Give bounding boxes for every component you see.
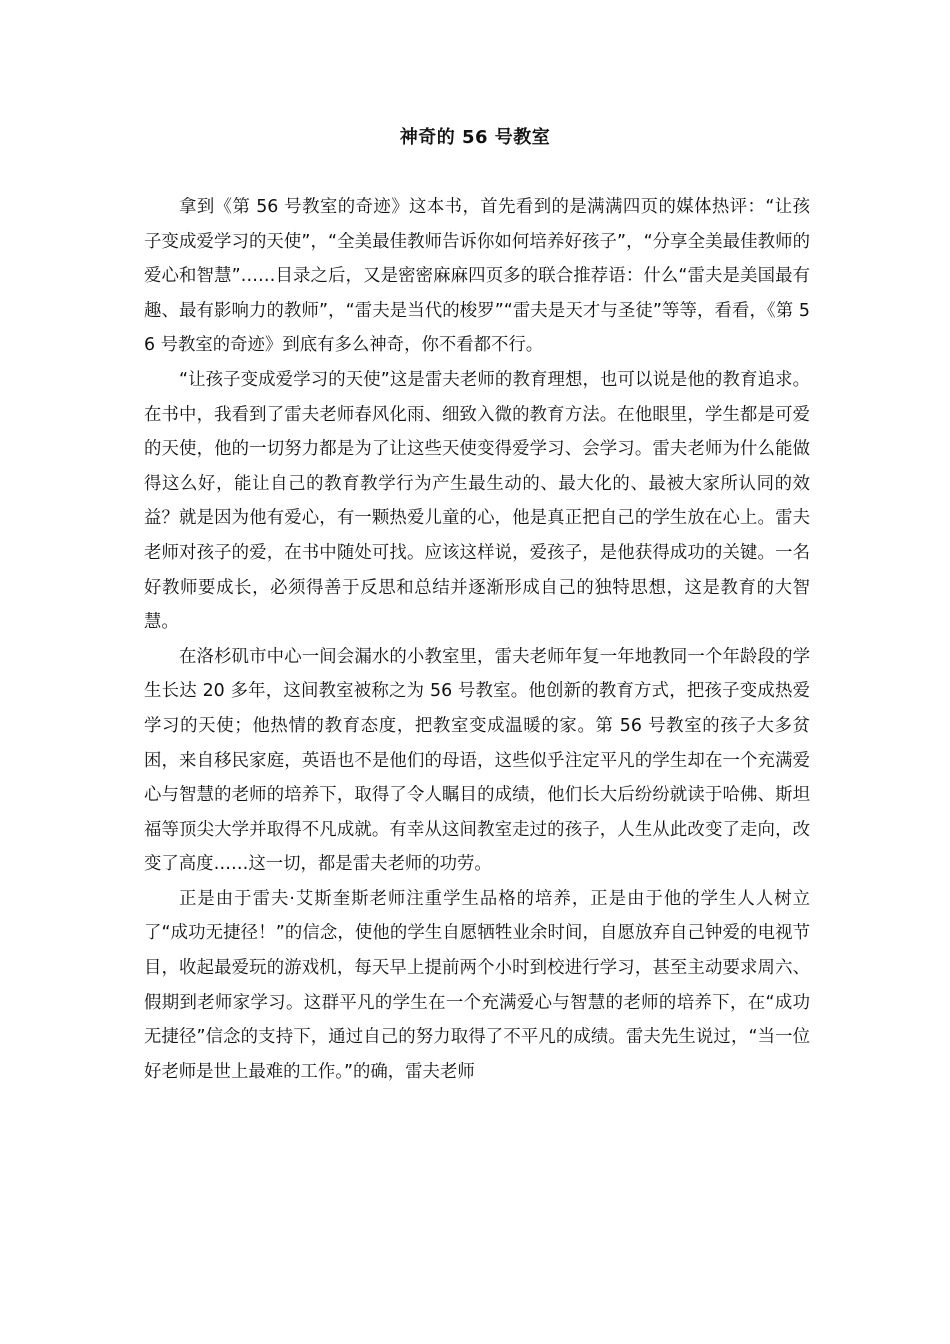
paragraph-2: “让孩子变成爱学习的天使”这是雷夫老师的教育理想，也可以说是他的教育追求。在书中，我看到了雷夫老师春风化雨、细致入微的教育方法。在他眼里，学生都是可爱的天使，他的一切努力都是为了让这些天使变得爱学习、会学习。雷夫老师为什么能做得这么好，能让自己的教育教学行为产生最生动的、最大化的、最被大家所认同的效益？就是因为他有爱心，有一颗热爱儿童的心，他是真正把自己的学生放在心上。雷夫老师对孩子的爱，在书中随处可找。应该这样说，爱孩子，是他获得成功的关键。一名好教师要成长，必须得善于反思和总结并逐渐形成自己的独特思想，这是教育的大智慧。 [144,369,810,633]
paragraph-4: 正是由于雷夫·艾斯奎斯老师注重学生品格的培养，正是由于他的学生人人树立了“成功无捷径！”的信念，使他的学生自愿牺牲业余时间，自愿放弃自己钟爱的电视节目，收起最爱玩的游戏机，每天早上提前两个小时到校进行学习，甚至主动要求周六、假期到老师家学习。这群平凡的学生在一个充满爱心与智慧的老师的培养下，在“成功无捷径”信念的支持下，通过自己的努力取得了不平凡的成绩。雷夫先生说过，“当一位好老师是世上最难的工作。”的确，雷夫老师 [144,888,810,1082]
paragraph-1: 拿到《第 56 号教室的奇迹》这本书，首先看到的是满满四页的媒体热评：“让孩子变成爱学习的天使”，“全美最佳教师告诉你如何培养好孩子”，“分享全美最佳教师的爱心和智慧”……目录之后，又是密密麻麻四页多的联合推荐语：什么“雷夫是美国最有趣、最有影响力的教师”，“雷夫是当代的梭罗”“雷夫是天才与圣徒”等等，看看，《第 56 号教室的奇迹》到底有多么神奇，你不看都不行。 [144,197,810,356]
document-title: 神奇的 56 号教室 [399,127,551,148]
document-body [144,190,810,1089]
paragraph-3: 在洛杉矶市中心一间会漏水的小教室里，雷夫老师年复一年地教同一个年龄段的学生长达 20 多年，这间教室被称之为 56 号教室。他创新的教育方式，把孩子变成热爱学习的天使；他热情的教育态度，把教室变成温暖的家。第 56 号教室的孩子大多贫困，来自移民家庭，英语也不是他们的母语，这些似乎注定平凡的学生却在一个充满爱心与智慧的老师的培养下，取得了令人瞩目的成绩，他们长大后纷纷就读于哈佛、斯坦福等顶尖大学并取得不凡成就。有幸从这间教室走过的孩子，人生从此改变了走向，改变了高度……这一切，都是雷夫老师的功劳。 [144,646,810,875]
